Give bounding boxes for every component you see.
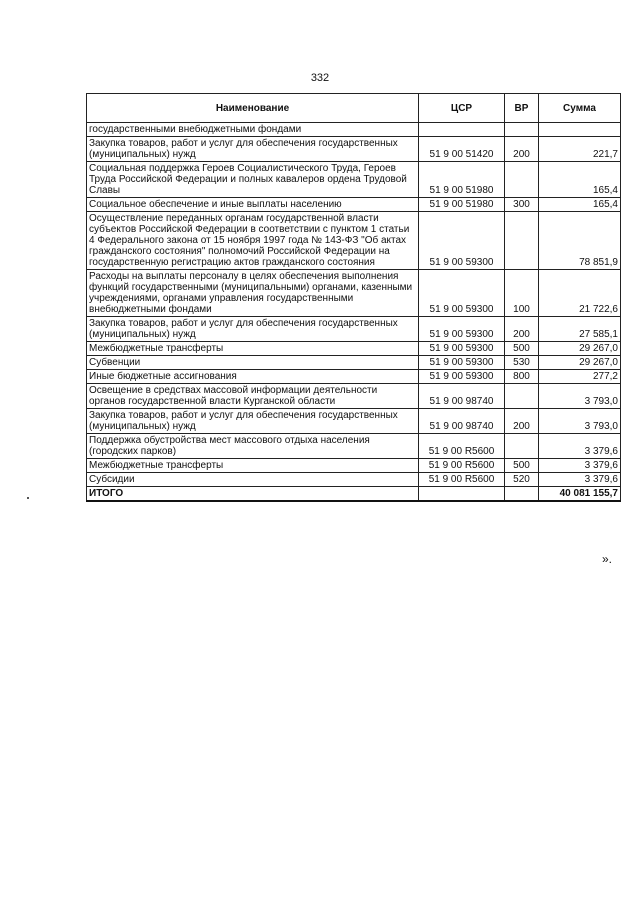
row-name-cell: Иные бюджетные ассигнования [87,370,419,384]
row-sum-cell: 3 379,6 [539,459,621,473]
row-name-cell: Социальная поддержка Героев Социалистического Труда, Героев Труда Российской Федерации и полных кавалеров ордена Трудовой Славы [87,162,419,198]
table-row [87,162,621,198]
row-csr-cell: 51 9 00 98740 [419,384,505,409]
row-vr-cell: 520 [505,473,539,487]
table-row [87,459,621,473]
total-label: ИТОГО [87,487,419,502]
row-sum-cell: 165,4 [539,198,621,212]
row-sum-cell: 27 585,1 [539,317,621,342]
row-vr-cell: 500 [505,342,539,356]
closing-quote-mark: ». [602,552,613,566]
row-sum-cell: 3 793,0 [539,384,621,409]
row-vr-cell: 200 [505,409,539,434]
row-name-cell: Осуществление переданных органам государственной власти субъектов Российской Федерации в соответствии с пунктом 1 статьи 4 Федерального закона от 15 ноября 1997 года № 143-ФЗ "Об актах гражданского состояния" полномочий Российской Федерации на государственную регистрацию актов гражданского состояния [87,212,419,270]
row-sum-cell: 3 379,6 [539,434,621,459]
row-vr-cell [505,212,539,270]
row-vr-cell: 200 [505,317,539,342]
row-vr-cell: 500 [505,459,539,473]
row-sum-cell: 165,4 [539,162,621,198]
row-vr-cell: 530 [505,356,539,370]
table-row [87,212,621,270]
row-vr-cell: 200 [505,137,539,162]
row-vr-cell: 300 [505,198,539,212]
row-name-cell: Закупка товаров, работ и услуг для обеспечения государственных (муниципальных) нужд [87,409,419,434]
row-csr-cell: 51 9 00 59300 [419,356,505,370]
row-sum-cell: 29 267,0 [539,342,621,356]
table-row [87,384,621,409]
row-csr-cell [419,123,505,137]
total-row [87,487,621,502]
row-csr-cell: 51 9 00 59300 [419,317,505,342]
row-sum-cell: 221,7 [539,137,621,162]
column-header-csr: ЦСР [419,94,505,123]
column-header-sum: Сумма [539,94,621,123]
scan-speck [27,497,29,499]
row-name-cell: Освещение в средствах массовой информации деятельности органов государственной власти Курганской области [87,384,419,409]
row-csr-cell: 51 9 00 59300 [419,270,505,317]
table-header-row [87,94,621,123]
row-name-cell: Субвенции [87,356,419,370]
row-name-cell: Поддержка обустройства мест массового отдыха населения (городских парков) [87,434,419,459]
row-csr-cell: 51 9 00 59300 [419,342,505,356]
row-sum-cell: 3 379,6 [539,473,621,487]
table-row [87,342,621,356]
row-csr-cell: 51 9 00 R5600 [419,459,505,473]
row-sum-cell [539,123,621,137]
table-row [87,473,621,487]
row-name-cell: Закупка товаров, работ и услуг для обеспечения государственных (муниципальных) нужд [87,317,419,342]
row-sum-cell: 277,2 [539,370,621,384]
row-name-cell: Межбюджетные трансферты [87,459,419,473]
row-name-cell: Закупка товаров, работ и услуг для обеспечения государственных (муниципальных) нужд [87,137,419,162]
table-body [87,123,621,487]
page-number: 332 [310,72,330,84]
total-sum: 40 081 155,7 [539,487,621,502]
row-csr-cell: 51 9 00 51420 [419,137,505,162]
table-row [87,198,621,212]
row-vr-cell [505,384,539,409]
table-row [87,270,621,317]
row-sum-cell: 78 851,9 [539,212,621,270]
row-csr-cell: 51 9 00 R5600 [419,473,505,487]
row-csr-cell: 51 9 00 59300 [419,370,505,384]
row-vr-cell [505,123,539,137]
row-name-cell: Субсидии [87,473,419,487]
column-header-vr: ВР [505,94,539,123]
table-row [87,434,621,459]
row-vr-cell [505,434,539,459]
table-row [87,356,621,370]
row-name-cell: Расходы на выплаты персоналу в целях обеспечения выполнения функций государственными (муниципальными) органами, казенными учреждениями, органами управления государственными внебюджетными фондами [87,270,419,317]
row-name-cell: государственными внебюджетными фондами [87,123,419,137]
row-csr-cell: 51 9 00 R5600 [419,434,505,459]
row-sum-cell: 29 267,0 [539,356,621,370]
row-csr-cell: 51 9 00 51980 [419,162,505,198]
row-sum-cell: 21 722,6 [539,270,621,317]
budget-table [86,93,621,502]
row-vr-cell [505,162,539,198]
row-csr-cell: 51 9 00 59300 [419,212,505,270]
table-row [87,317,621,342]
total-csr-cell [419,487,505,502]
table-row [87,370,621,384]
table-row [87,123,621,137]
row-csr-cell: 51 9 00 98740 [419,409,505,434]
row-sum-cell: 3 793,0 [539,409,621,434]
row-name-cell: Социальное обеспечение и иные выплаты населению [87,198,419,212]
total-vr-cell [505,487,539,502]
row-csr-cell: 51 9 00 51980 [419,198,505,212]
row-vr-cell: 800 [505,370,539,384]
table-row [87,409,621,434]
table-row [87,137,621,162]
column-header-name: Наименование [87,94,419,123]
row-name-cell: Межбюджетные трансферты [87,342,419,356]
row-vr-cell: 100 [505,270,539,317]
